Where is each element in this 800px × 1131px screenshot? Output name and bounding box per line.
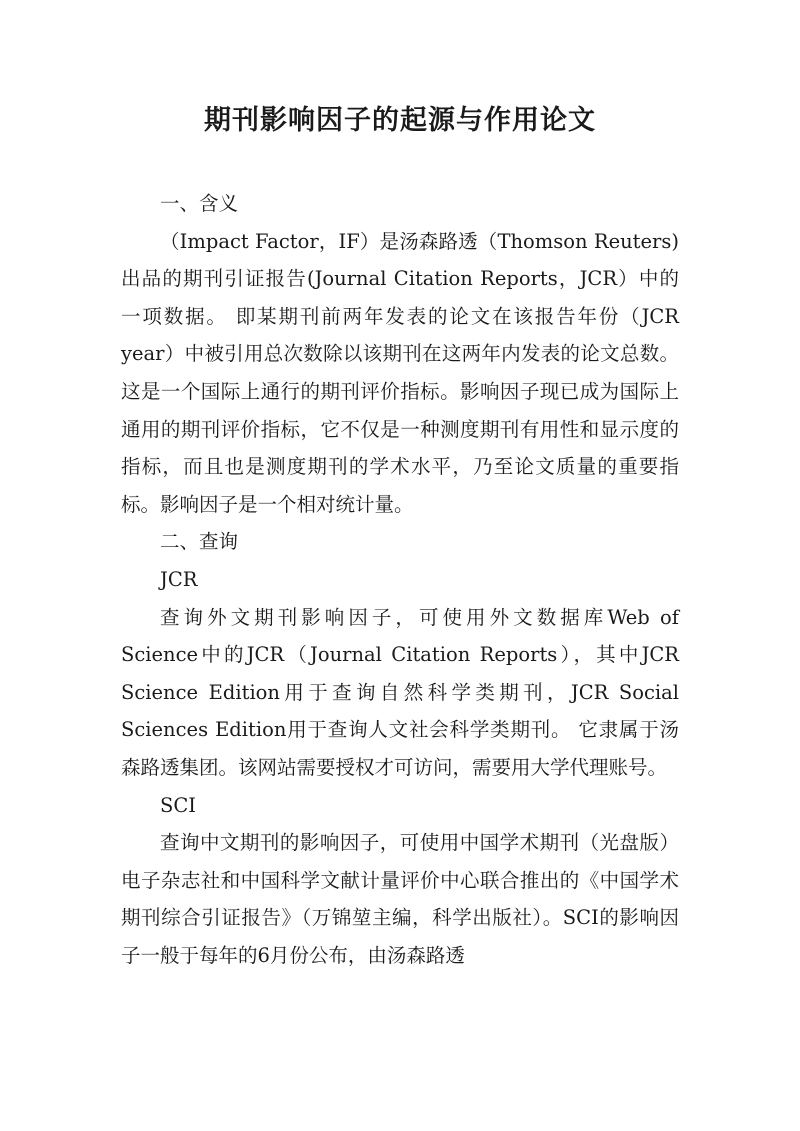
paragraph-chinese-journal-query: 查询中文期刊的影响因子，可使用中国学术期刊（光盘版）电子杂志社和中国科学文献计量评价中心联合推出的《中国学术期刊综合引证报告》（万锦堃主编，科学出版社）。SCI的影响因子一般于每年的6月份公布，由汤森路透 (121, 831, 679, 967)
section-heading-meaning: 一、含义 (160, 192, 239, 215)
section-heading-query: 二、查询 (160, 530, 239, 554)
subheading-sci: SCI (160, 793, 196, 817)
paragraph-impact-factor-definition: （Impact Factor，IF）是汤森路透（Thomson Reuters)出品的期刊引证报告(Journal Citation Reports，JCR）中的一项数据。 即某期刊前两年发表的论文在该报告年份（JCR year）中被引用总次数除以该期刊在这两年内发表的论文总数。这是一个国际上通行的期刊评价指标。影响因子现已成为国际上通用的期刊评价指标，它不仅是一种测度期刊有用性和显示度的指标，而且也是测度期刊的学术水平，乃至论文质量的重要指标。影响因子是一个相对统计量。 (121, 229, 679, 516)
document-body (121, 185, 679, 974)
document-title: 期刊影响因子的起源与作用论文 (204, 105, 596, 136)
paragraph-jcr-query: 查询外文期刊影响因子，可使用外文数据库Web of Science中的JCR（Journal Citation Reports），其中JCR Science Edition用于查询自然科学类期刊，JCR Social Sciences Edition用于查询人文社会科学类期刊。 它隶属于汤森路透集团。该网站需要授权才可访问，需要用大学代理账号。 (121, 605, 679, 779)
subheading-jcr: JCR (160, 567, 198, 591)
